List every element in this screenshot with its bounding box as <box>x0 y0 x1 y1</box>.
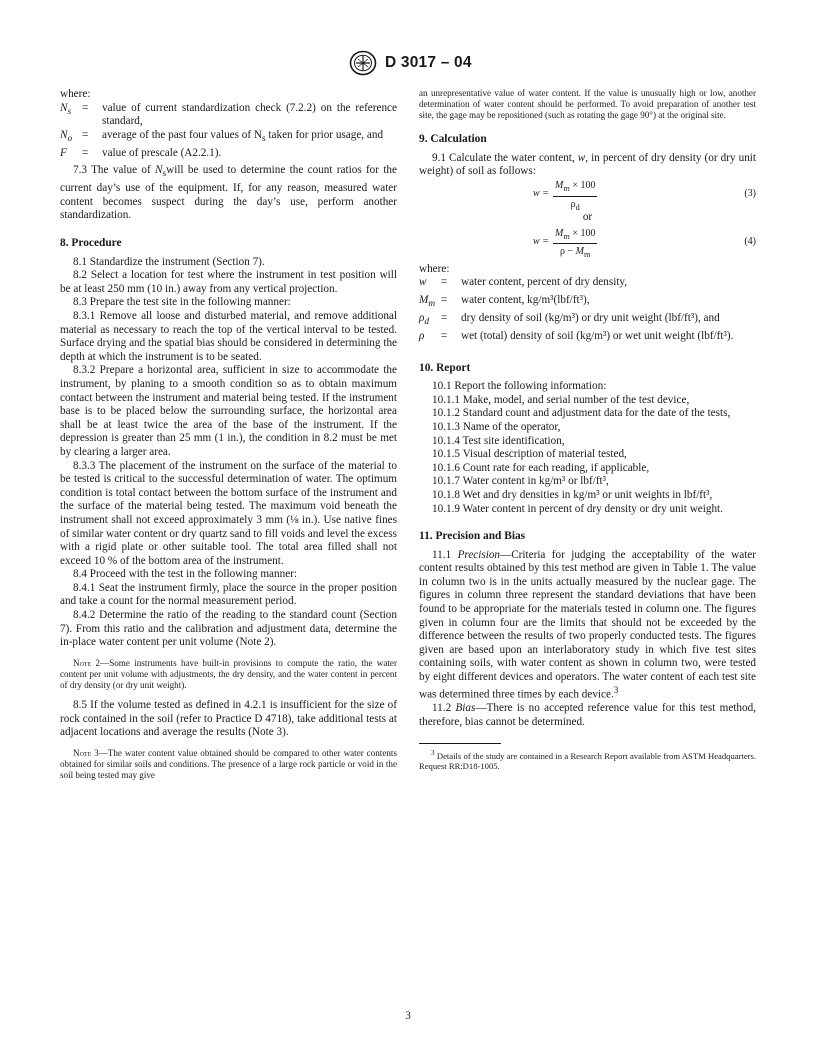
left-column <box>60 88 397 789</box>
definitions-table-b <box>419 276 756 347</box>
note-3: Note 3—The water content value obtained should be compared to other water contents obtained for similar soils and conditions. The presence of a large rock particle or void in the soil being tested may give <box>60 747 397 781</box>
footnote-divider <box>419 743 501 744</box>
report-item: 10.1.5 Visual description of material tested, <box>432 448 627 461</box>
report-item: 10.1.6 Count rate for each reading, if applicable, <box>432 461 650 474</box>
report-item: 10.1.8 Wet and dry densities in kg/m³ or unit weights in lbf/ft³, <box>432 488 713 501</box>
paragraph-8-5: 8.5 If the volume tested as defined in 4.2.1 is insufficient for the size of rock contained in the soil (refer to Practice D 4718), take additional tests at adjacent locations and average the results (Note 3). <box>60 699 397 739</box>
paragraph-8-4-2: 8.4.2 Determine the ratio of the reading to the standard count (Section 7). From this ratio and the calibration and adjustment data, determine the in-place water content per unit volume (Note 2). <box>60 609 397 649</box>
where-intro: where: <box>60 88 91 100</box>
report-item: 10.1 Report the following information: <box>432 380 607 393</box>
report-item: 10.1.4 Test site identification, <box>432 434 565 447</box>
page-number: 3 <box>405 1010 411 1022</box>
where-label: where: <box>419 262 450 275</box>
definition-row: $\rho_d$ = dry density of soil (kg/m³) or dry unit weight (lbf/ft³), and <box>419 311 720 328</box>
note-2: Note 2—Some instruments have built-in provisions to compute the ratio, the water content per unit volume with adjustments, the dry density, and the water content in percent of dry density (or dry unit weight). <box>60 657 397 691</box>
equation-number: (4) <box>744 235 756 247</box>
report-item: 10.1.3 Name of the operator, <box>432 420 561 433</box>
definition-row: $M_m$ = water content, kg/m³(lbf/ft³), <box>419 294 590 310</box>
paragraph-8-3-1: 8.3.1 Remove all loose and disturbed material, and remove additional material as necessary to reach the top of the vertical interval to be tested. Surface drying and the spatial bias should be considered in determining the depth at which the instrument is to be seated. <box>60 310 397 363</box>
section-10-heading: 10. Report <box>419 361 471 374</box>
paragraph-8-1: 8.1 Standardize the instrument (Section 7). <box>73 255 265 268</box>
report-item: 10.1.7 Water content in kg/m³ or lbf/ft³, <box>432 475 609 488</box>
paragraph-8-3-2: 8.3.2 Prepare a horizontal area, sufficient in size to accommodate the instrument, by planing to a smooth condition so as to obtain maximum contact between the instrument and material being tested. If the instrument base is to be placed below the surrounding surface, the horizontal area shall be at least twice the area of the base of the instrument. If the depression is greater than 25 mm (1 in.), the condition in 8.2 must be met by clearing a larger area. <box>60 364 397 458</box>
right-column <box>419 88 756 772</box>
footnote-ref[interactable]: 3 <box>613 685 619 696</box>
definition-row: ρ = wet (total) density of soil (kg/m³) or wet unit weight (lbf/ft³). <box>419 329 734 342</box>
definitions-table-a <box>60 102 397 165</box>
definition-row: F = value of prescale (A2.2.1). <box>60 146 222 159</box>
paragraph-9-1: 9.1 Calculate the water content, w, in percent of dry density (or dry unit weight) of soil as follows: <box>419 151 756 178</box>
page-header <box>0 50 816 80</box>
footnote-3: $^3$ Details of the study are contained in a Research Report available from ASTM Headquarters. Request RR:D18-1005. <box>419 749 756 772</box>
paragraph-7-3: 7.3 The value of $N_swill$ be used to determine the count ratios for the current day’s use of the equipment. If, for any reason, measured water content becomes suspect during the day’s use, perform another standardization. <box>60 164 397 222</box>
paragraph-11-1: 11.1 Precision—Criteria for judging the acceptability of the water content results obtained by this test method are given in Table 1. The value in column two is in the units actually measured by the nuclear gage. The figures in column three represent the standard deviations that have been found to be appropriate for the materials tested in column one. The figures given in column four are the limits that should not be exceeded by the difference between the results of two properly conducted tests. The figures given are based upon an interlaboratory study in which five test sites containing soils, with water content as shown in column two, were tested by eight different devices and operators. The water content of each test site was determined three times by each device.$^3$ <box>419 548 756 701</box>
equation-3: w = $\frac{M_m \times 100}{\rho_d}$ (3) <box>533 180 756 212</box>
section-9-heading: 9. Calculation <box>419 133 487 146</box>
definition-row: $N_s$ = value of current standardization check (7.2.2) on the reference standard, <box>60 101 397 128</box>
equation-number: (3) <box>744 188 756 200</box>
definition-row: w = water content, percent of dry density, <box>419 276 628 289</box>
report-item: 10.1.1 Make, model, and serial number of the test device, <box>432 393 690 406</box>
paragraph-11-2: 11.2 Bias—There is no accepted reference value for this test method, therefore, bias cannot be determined. <box>419 701 756 728</box>
standard-designation: D 3017 – 04 <box>385 54 472 71</box>
section-11-heading: 11. Precision and Bias <box>419 530 526 543</box>
equation-4: w = $\frac{M_m \times 100}{\rho - M_m}$ (4) <box>533 227 756 260</box>
paragraph-8-3-3: 8.3.3 The placement of the instrument on the surface of the material to be tested is critical to the successful determination of water. The optimum condition is total contact between the bottom surface of the instrument and the surface of the material being tested. The maximum void beneath the instrument shall not exceed approximately 3 mm (⅛ in.). Use native fines of similar water content or dry quartz sand to fill voids and level the excess with a rigid plate or other suitable tool. The total area filled shall not exceed 10 % of the bottom area of the instrument. <box>60 459 397 567</box>
astm-logo-icon <box>349 50 377 76</box>
paragraph-8-4-1: 8.4.1 Seat the instrument firmly, place the source in the proper position and take a count for the normal measurement period. <box>60 581 397 608</box>
report-item: 10.1.2 Standard count and adjustment data for the date of the tests, <box>432 407 731 420</box>
report-item: 10.1.9 Water content in percent of dry density or dry unit weight. <box>432 502 723 515</box>
definition-row: $N_o$ = average of the past four values of $N_s$ taken for prior usage, and <box>60 128 384 145</box>
or-separator: or <box>582 211 593 224</box>
note-3-continued: an unrepresentative value of water content. If the value is unusually high or low, another determination of water content should be performed. To avoid preparation of another test site, the gage may be repositioned (such as rotating the gage 90°) at the original site. <box>419 88 756 121</box>
paragraph-8-3: 8.3 Prepare the test site in the following manner: <box>73 296 291 309</box>
paragraph-8-4: 8.4 Proceed with the test in the following manner: <box>73 568 298 581</box>
paragraph-8-2: 8.2 Select a location for test where the instrument in test position will be at least 250 mm (10 in.) away from any vertical projection. <box>60 269 397 295</box>
section-8-heading: 8. Procedure <box>60 237 122 250</box>
